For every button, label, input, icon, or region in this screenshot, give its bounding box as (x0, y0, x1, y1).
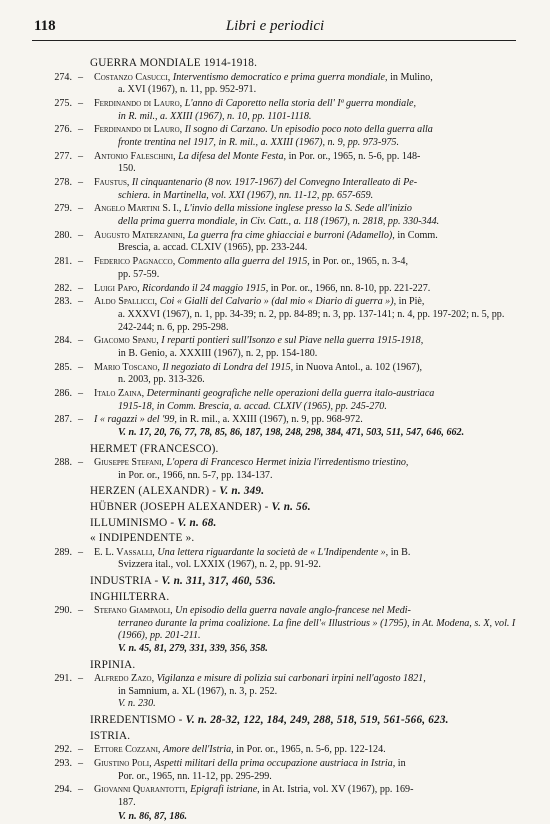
entry-author: Stefano Giampaoli, (94, 605, 173, 617)
entry-source: in Por. or., 1966, nn. 8-10, pp. 221-227. (270, 282, 431, 294)
entry-number: 294. (54, 784, 72, 796)
bib-entry (24, 362, 518, 387)
entry-author: Luigi Papo, (94, 282, 140, 294)
entry-author: Faustus, (94, 177, 130, 189)
entry-title: Vigilanza e misure di polizia sui carbonari irpini nell'agosto 1821, (156, 673, 426, 685)
entry-author: Aldo Spallicci, (94, 296, 158, 308)
entry-citation: schiera. in Martinella, vol. XXI (1967), nn. 11-12, pp. 657-659. (118, 189, 374, 201)
entry-citation: pp. 57-59. (118, 268, 160, 280)
heading-label: INDUSTRIA - (90, 575, 162, 587)
entry-title: L'invio della missione inglese presso la S. Sede all'inizio (183, 203, 412, 215)
entry-dash: – (78, 150, 84, 162)
bib-entry (24, 744, 518, 757)
entry-author: Antonio Faleschini, (94, 150, 176, 162)
entry-dash: – (78, 296, 84, 308)
heading-label: HÜBNER (JOSEPH ALEXANDER) - (90, 501, 272, 514)
entry-number: 276. (54, 124, 72, 136)
entry-title: Amore dell'Istria, (162, 744, 234, 756)
bib-entry (24, 151, 518, 176)
entry-number: 286. (54, 388, 72, 400)
running-title: Libri e periodici (225, 18, 325, 34)
entry-title: Il sogno di Carzano. Un episodio poco noto della guerra alla (184, 124, 433, 136)
entry-title: Aspetti militari della prima occupazione austriaca in Istria, (154, 757, 396, 769)
entry-citation: a. XVI (1967), n. 11, pp. 952-971. (118, 84, 257, 96)
entry-title: Interventismo democratico e prima guerra mondiale, (172, 71, 388, 83)
section-heading-irredentismo (90, 714, 518, 727)
entry-author: E. L. Vassalli, (94, 546, 155, 558)
cross-reference: V. n. 86, 87, 186. (118, 810, 188, 822)
bib-entry-288 (24, 457, 518, 482)
section-heading-illuminismo (90, 517, 518, 530)
entry-number: 289. (54, 546, 72, 558)
entry-source: in Por. or., 1965, n. 5-6, pp. 122-124. (236, 744, 386, 756)
cross-reference: V. n. 56. (271, 501, 311, 514)
entry-title: Determinanti geografiche nelle operazioni della guerra italo-austriaca (146, 388, 435, 400)
bib-entry (24, 203, 518, 228)
entries-istria (24, 744, 518, 809)
entry-citation: Svizzera ital., vol. LXXIX (1967), n. 2, pp. 91-92. (118, 559, 321, 571)
bib-entry (24, 388, 518, 413)
header-rule (32, 40, 516, 41)
entry-author: Giovanni Quarantotti, (94, 784, 188, 796)
entry-source: in Piè, (398, 296, 425, 308)
entry-title: L'opera di Francesco Hermet inizia l'irredentismo triestino, (166, 457, 409, 469)
entry-citation: in Samnium, a. XL (1967), n. 3, p. 252. (118, 685, 278, 697)
entry-title: Un episodio della guerra navale anglo-francese nel Medi- (175, 605, 411, 617)
cross-reference: V. n. 68. (177, 516, 217, 529)
cross-reference: V. n. 230. (118, 698, 156, 710)
entry-number: 285. (54, 361, 72, 373)
entry-dash: – (78, 457, 84, 469)
entry-source: in Por. or., 1965, n. 3-4, (312, 256, 408, 268)
entry-author: Giustino Poli, (94, 757, 152, 769)
heading-label: HERZEN (ALEXANDR) - (90, 485, 220, 498)
entry-title: Una lettera riguardante la società de « L'Indipendente », (157, 546, 389, 558)
entry-citation: 150. (118, 163, 136, 175)
entry-title: Il negoziato di Londra del 1915, (162, 361, 294, 373)
entry-dash: – (78, 203, 84, 215)
entry-title: Coi « Gialli del Calvario » (dal mio « Diario di guerra »), (159, 296, 397, 308)
entry-dash: – (78, 177, 84, 189)
cross-reference: V. n. 349. (219, 485, 265, 498)
entry-source: in Mulino, (390, 71, 433, 83)
section-heading-hubner (90, 501, 518, 514)
section-heading-istria: ISTRIA. (90, 729, 131, 742)
entry-source: in B. (390, 546, 411, 558)
entry-author: Angelo Martini S. I., (94, 203, 182, 215)
bib-entry (24, 256, 518, 281)
entry-citation: Por. or., 1965, nn. 11-12, pp. 295-299. (118, 770, 272, 782)
entry-source: in (397, 757, 406, 769)
entry-author: Augusto Materzanini, (94, 229, 186, 241)
entry-author: Italo Zaina, (94, 388, 145, 400)
entry-dash: – (78, 282, 84, 294)
entry-author: Alfredo Zazo, (94, 673, 155, 685)
entry-number: 284. (54, 335, 72, 347)
entry-source: in R. mil., a. XXIII (1967), n. 9, pp. 968-972. (179, 414, 363, 426)
entry-dash: – (78, 361, 84, 373)
entry-author: Costanzo Casucci, (94, 71, 171, 83)
heading-label: IRREDENTISMO - (90, 713, 186, 726)
entry-number: 278. (54, 177, 72, 189)
section-heading-industria (90, 575, 518, 588)
bibliography-content (24, 54, 518, 824)
entries-guerra-mondiale (24, 72, 518, 440)
heading-label: ILLUMINISMO - (90, 516, 178, 529)
entry-citation: a. XXXVI (1967), n. 1, pp. 34-39; n. 2, pp. 84-89; n. 3, pp. 137-141; n. 4, pp. 197-202; n. 5, pp. 242-244; n. 6, pp. 295-298. (118, 308, 505, 333)
entry-dash: – (78, 414, 84, 426)
cross-reference: V. n. 311, 317, 460, 536. (161, 575, 276, 587)
entry-source: in Nuova Antol., a. 102 (1967), (295, 361, 423, 373)
entry-title: I reparti pontieri sull'Isonzo e sul Piave nella guerra 1915-1918, (161, 335, 424, 347)
entry-source: in Comm. (397, 229, 438, 241)
bib-entry (24, 335, 518, 360)
entry-citation: terraneo durante la prima coalizione. La fine dell'« Illustrious » (1795), in At. Modena, s. X, vol. I (1966), pp. 201-211. (118, 617, 516, 642)
bib-entry (24, 230, 518, 255)
entry-title: Ricordando il 24 maggio 1915, (142, 282, 269, 294)
entry-title: La difesa del Monte Festa, (178, 150, 287, 162)
entry-author: Federico Pagnacco, (94, 256, 176, 268)
entry-number: 291. (54, 673, 72, 685)
bib-entry-294-see (24, 811, 518, 824)
entry-dash: – (78, 256, 84, 268)
bib-entry (24, 124, 518, 149)
entry-dash: – (78, 784, 84, 796)
entry-number: 280. (54, 229, 72, 241)
entry-citation: fronte trentina nel 1917, in R. mil., a. XXIII (1967), n. 9, pp. 973-975. (118, 136, 399, 148)
bib-entry (24, 98, 518, 123)
section-heading-indipendente: « INDIPENDENTE ». (90, 532, 195, 545)
entry-author: Ferdinando di Lauro, (94, 97, 183, 109)
bib-entry-290 (24, 605, 518, 655)
cross-reference: V. n. 28-32, 122, 184, 249, 288, 518, 519, 561-566, 623. (185, 713, 449, 726)
bib-entry (24, 283, 518, 296)
entry-citation: della prima guerra mondiale, in Civ. Catt., a. 118 (1967), n. 2818, pp. 330-344. (118, 216, 440, 228)
page-header (0, 0, 550, 40)
entry-dash: – (78, 124, 84, 136)
entry-dash: – (78, 546, 84, 558)
page-number: 118 (34, 18, 56, 34)
entry-dash: – (78, 388, 84, 400)
entry-number: 281. (54, 256, 72, 268)
entry-number: 277. (54, 150, 72, 162)
entry-number: 279. (54, 203, 72, 215)
entry-title: I « ragazzi » del '99, (94, 414, 177, 426)
entry-number: 292. (54, 744, 72, 756)
entry-dash: – (78, 229, 84, 241)
cross-reference: V. n. 45, 81, 279, 331, 339, 356, 358. (118, 642, 268, 654)
entry-dash: – (78, 71, 84, 83)
section-heading-hermet: HERMET (FRANCESCO). (90, 442, 219, 455)
bib-entry (24, 758, 518, 783)
bib-entry (24, 72, 518, 97)
entry-number: 293. (54, 757, 72, 769)
entry-source: in At. Istria, vol. XV (1967), pp. 169- (262, 784, 414, 796)
entry-author: Ettore Cozzani, (94, 744, 161, 756)
entry-citation: n. 2003, pp. 313-326. (118, 374, 205, 386)
section-heading-inghilterra: INGHILTERRA. (90, 590, 170, 603)
entry-number: 282. (54, 282, 72, 294)
entry-author: Giacomo Spanu, (94, 335, 159, 347)
entry-title: Epigrafi istriane, (190, 784, 260, 796)
entry-dash: – (78, 757, 84, 769)
entry-number: 288. (54, 457, 72, 469)
bib-entry (24, 296, 518, 334)
bib-entry (24, 177, 518, 202)
bib-entry (24, 414, 518, 439)
entry-number: 290. (54, 605, 72, 617)
entry-number: 274. (54, 71, 72, 83)
entry-citation: V. n. 17, 20, 76, 77, 78, 85, 86, 187, 198, 248, 298, 384, 471, 503, 511, 547, 646, 662. (118, 427, 465, 439)
entry-dash: – (78, 673, 84, 685)
entry-dash: – (78, 335, 84, 347)
entry-citation: Brescia, a. accad. CLXIV (1965), pp. 233-244. (118, 242, 308, 254)
entry-citation: 1915-18, in Comm. Brescia, a. accad. CLXIV (1965), pp. 245-270. (118, 400, 387, 412)
entry-author: Ferdinando di Lauro, (94, 124, 183, 136)
section-heading-irpinia: IRPINIA. (90, 658, 136, 671)
entry-number: 283. (54, 296, 72, 308)
section-heading: GUERRA MONDIALE 1914-1918. (90, 57, 258, 69)
entry-author: Giuseppe Stefani, (94, 457, 164, 469)
entry-dash: – (78, 744, 84, 756)
entry-title: L'anno di Caporetto nella storia dell' Iª guerra mondiale, (184, 97, 417, 109)
entry-source: in Por. or., 1965, n. 5-6, pp. 148- (288, 150, 421, 162)
entry-citation: in B. Genio, a. XXXIII (1967), n. 2, pp. 154-180. (118, 347, 318, 359)
entry-number: 287. (54, 414, 72, 426)
entry-title: Commento alla guerra del 1915, (177, 256, 310, 268)
bib-entry-289 (24, 547, 518, 572)
entry-author: Mario Toscano, (94, 361, 160, 373)
entry-dash: – (78, 605, 84, 617)
bib-entry-291 (24, 673, 518, 711)
entry-dash: – (78, 97, 84, 109)
bib-entry (24, 784, 518, 809)
entry-number: 275. (54, 97, 72, 109)
entry-title: La guerra fra cime ghiacciai e burroni (Adamello), (187, 229, 395, 241)
entry-citation: in R. mil., a. XXIII (1967), n. 10, pp. 1101-1118. (118, 110, 312, 122)
section-heading-herzen (90, 485, 518, 498)
entry-title: Il cinquantenario (8 nov. 1917-1967) del Convegno Interalleato di Pe- (131, 177, 418, 189)
entry-citation: in Por. or., 1966, nn. 5-7, pp. 134-137. (118, 469, 273, 481)
entry-citation: 187. (118, 796, 136, 808)
